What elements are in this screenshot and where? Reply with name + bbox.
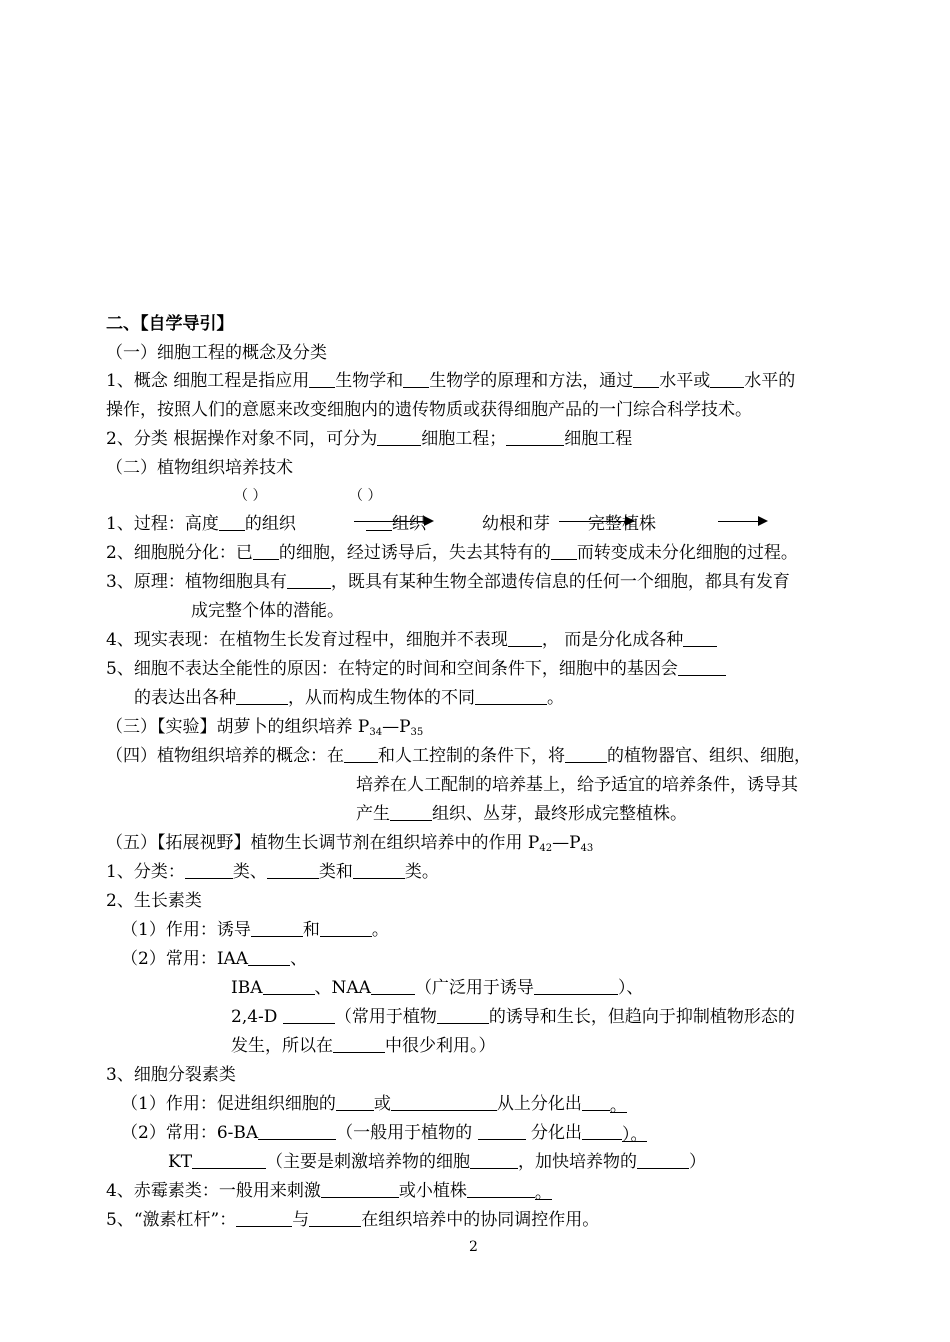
blank[interactable] xyxy=(287,571,331,589)
process-roots-buds: 幼根和芽 xyxy=(482,514,550,534)
blank[interactable] xyxy=(336,1093,374,1111)
blank[interactable] xyxy=(683,629,717,647)
gibberellin-line: 4、赤霉素类：一般用来刺激 或小植株 。 xyxy=(106,1181,552,1203)
blank[interactable] xyxy=(633,370,659,388)
kt-line: KT （主要是刺激培养物的细胞 ，加快培养物的 ） xyxy=(168,1152,707,1172)
6ba-line: （2）常用：6-BA （一般用于植物的 分化出 ）。 xyxy=(121,1123,648,1145)
blank[interactable] xyxy=(236,1209,292,1227)
blank[interactable] xyxy=(506,428,564,446)
blank[interactable] xyxy=(258,1122,336,1140)
blank[interactable] xyxy=(551,542,577,560)
blank[interactable] xyxy=(263,977,315,995)
blank[interactable] xyxy=(236,687,288,705)
reality-line: 4、现实表现：在植物生长发育过程中，细胞并不表现 ， 而是分化成各种 xyxy=(106,629,717,651)
blank[interactable] xyxy=(391,1093,497,1111)
blank[interactable] xyxy=(390,803,432,821)
paren-label-1: （ ） xyxy=(234,488,267,504)
blank[interactable] xyxy=(470,1151,518,1169)
definition-line-1: 1、概念 细胞工程是指应用 生物学和 生物学的原理和方法，通过 水平或 水平的 xyxy=(106,371,796,391)
blank[interactable] xyxy=(267,861,319,879)
arrow-dedifferentiation xyxy=(354,521,432,522)
blank[interactable] xyxy=(478,1122,526,1140)
paren-label-2: （ ） xyxy=(349,488,382,504)
blank[interactable] xyxy=(333,1035,385,1053)
subsection-heading-2: （二）植物组织培养技术 xyxy=(106,458,293,478)
blank[interactable] xyxy=(637,1151,689,1169)
page-number: 2 xyxy=(469,1239,478,1255)
category-line: 1、分类： 类、 类和 类。 xyxy=(106,862,439,882)
blank[interactable] xyxy=(344,745,378,763)
blank[interactable] xyxy=(710,370,744,388)
blank[interactable] xyxy=(192,1151,266,1169)
arrow-development xyxy=(718,521,766,522)
auxin-common-line: （2）常用：IAA 、 xyxy=(121,949,308,969)
blank[interactable] xyxy=(248,948,290,966)
cytokinin-heading: 3、细胞分裂素类 xyxy=(106,1065,236,1085)
blank[interactable] xyxy=(534,977,618,995)
blank[interactable] xyxy=(475,687,547,705)
blank[interactable] xyxy=(309,1209,361,1227)
blank[interactable] xyxy=(678,658,726,676)
blank[interactable] xyxy=(366,513,392,531)
section-title: 二、【自学导引】 xyxy=(106,314,234,334)
cytokinin-function-line: （1）作用：促进组织细胞的 或 从上分化出 。 xyxy=(121,1094,627,1116)
dedifferentiation-line: 2、细胞脱分化：已 的细胞，经过诱导后，失去其特有的 而转变成未分化细胞的过程。 xyxy=(106,543,798,563)
24d-line: 2,4-D （常用于植物 的诱导和生长，但趋向于抑制植物形态的 xyxy=(231,1007,795,1027)
blank[interactable] xyxy=(565,745,607,763)
blank[interactable] xyxy=(403,370,429,388)
arrow-redifferentiation xyxy=(559,521,633,522)
blank[interactable] xyxy=(309,370,335,388)
classification-line: 2、分类 根据操作对象不同，可分为 细胞工程； 细胞工程 xyxy=(106,429,633,449)
blank[interactable] xyxy=(467,1180,535,1198)
subsection-heading-5: （五）【拓展视野】植物生长调节剂在组织培养中的作用 $P_{42}—P_{43}$ xyxy=(106,833,594,854)
blank[interactable] xyxy=(251,919,303,937)
concept-line-3: 产生 组织、丛芽，最终形成完整植株。 xyxy=(356,804,687,824)
auxin-function-line: （1）作用：诱导 和 。 xyxy=(121,920,389,940)
blank[interactable] xyxy=(283,1006,335,1024)
blank[interactable] xyxy=(320,919,372,937)
blank[interactable] xyxy=(508,629,542,647)
reason-line-2: 的表达出各种 ，从而构成生物体的不同 。 xyxy=(134,688,564,708)
concept-line-1: （四）植物组织培养的概念：在 和人工控制的条件下，将 的植物器官、组织、细胞， xyxy=(106,746,811,766)
process-plant: 完整植株 xyxy=(588,514,656,534)
definition-line-2: 操作，按照人们的意愿来改变细胞内的遗传物质或获得细胞产品的一门综合科学技术。 xyxy=(106,400,752,420)
blank[interactable] xyxy=(219,513,245,531)
process-line: 1、过程：高度 的组织 xyxy=(106,514,296,534)
auxin-heading: 2、生长素类 xyxy=(106,891,202,911)
process-callus: 组织 xyxy=(366,513,426,535)
blank[interactable] xyxy=(377,428,421,446)
blank[interactable] xyxy=(437,1006,489,1024)
blank[interactable] xyxy=(582,1093,610,1111)
blank[interactable] xyxy=(185,861,233,879)
blank[interactable] xyxy=(353,861,405,879)
reason-line: 5、细胞不表达全能性的原因：在特定的时间和空间条件下，细胞中的基因会 xyxy=(106,658,726,680)
principle-line-2: 成完整个体的潜能。 xyxy=(191,601,344,621)
blank[interactable] xyxy=(321,1180,399,1198)
blank[interactable] xyxy=(371,977,415,995)
hormone-lever-line: 5、“激素杠杆”： 与 在组织培养中的协同调控作用。 xyxy=(106,1210,600,1230)
blank[interactable] xyxy=(582,1122,622,1140)
iba-naa-line: IBA 、NAA （广泛用于诱导 ）、 xyxy=(231,978,644,998)
subsection-heading-1: （一）细胞工程的概念及分类 xyxy=(106,343,327,363)
principle-line: 3、原理：植物细胞具有 ，既具有某种生物全部遗传信息的任何一个细胞，都具有发育 xyxy=(106,572,790,592)
concept-line-2: 培养在人工配制的培养基上，给予适宜的培养条件，诱导其 xyxy=(356,775,798,795)
24d-line-2: 发生，所以在 中很少利用。） xyxy=(231,1036,496,1056)
subsection-heading-3: （三）【实验】胡萝卜的组织培养 $P_{34}—P_{35}$ xyxy=(106,717,424,738)
blank[interactable] xyxy=(253,542,279,560)
